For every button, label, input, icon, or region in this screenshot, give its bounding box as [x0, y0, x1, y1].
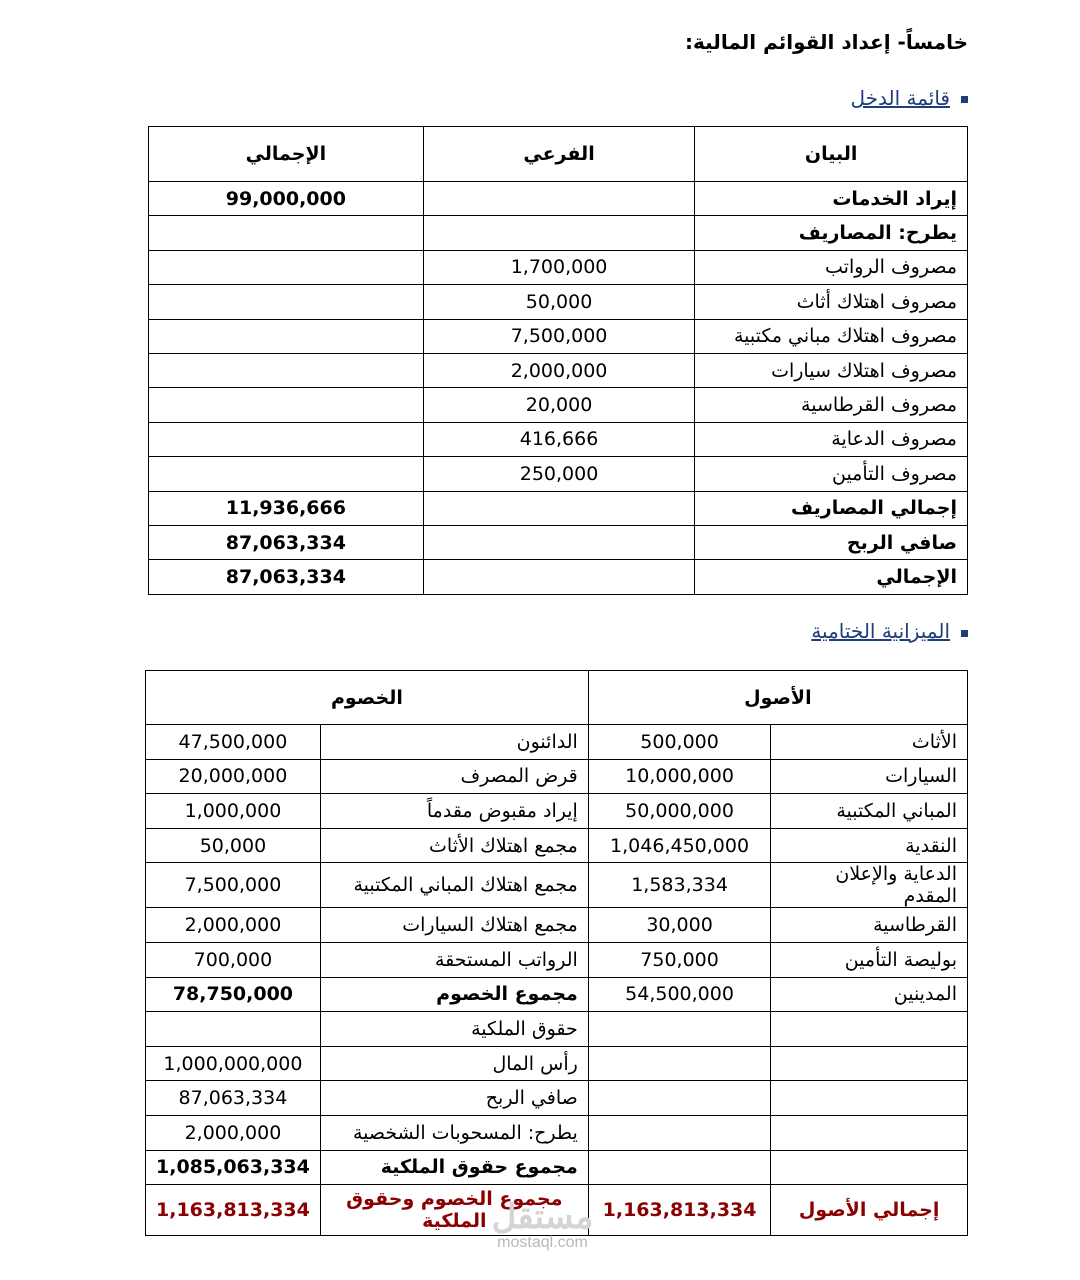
liability-label: مجمع اهتلاك المباني المكتبية [320, 863, 588, 908]
income-row [149, 250, 968, 284]
liability-value: 87,063,334 [146, 1081, 321, 1116]
liability-label: حقوق الملكية [320, 1012, 588, 1047]
liability-label: الدائنون [320, 725, 588, 760]
income-row-label: مصروف التأمين [695, 457, 968, 491]
total-liabilities-equity-value: 1,163,813,334 [146, 1185, 321, 1236]
income-row-total [149, 457, 424, 491]
income-row-total: 87,063,334 [149, 525, 424, 559]
bullet-icon [961, 630, 968, 637]
income-row-label: مصروف الرواتب [695, 250, 968, 284]
liability-label: مجموع حقوق الملكية [320, 1150, 588, 1185]
income-row-sub: 7,500,000 [423, 319, 695, 353]
income-row [149, 525, 968, 559]
asset-value [588, 1012, 771, 1047]
income-row-sub: 20,000 [423, 388, 695, 422]
income-row [149, 422, 968, 456]
asset-value: 10,000,000 [588, 759, 771, 794]
income-row-sub: 250,000 [423, 457, 695, 491]
liability-label: يطرح: المسحوبات الشخصية [320, 1115, 588, 1150]
asset-label: المباني المكتبية [771, 794, 968, 829]
balance-row [146, 908, 968, 943]
balance-row [146, 977, 968, 1012]
income-row-total [149, 422, 424, 456]
liability-value: 1,085,063,334 [146, 1150, 321, 1185]
income-row [149, 560, 968, 594]
income-row-total [149, 250, 424, 284]
header-liabilities: الخصوم [146, 671, 589, 725]
asset-label: القرطاسية [771, 908, 968, 943]
liability-value: 78,750,000 [146, 977, 321, 1012]
liability-label: الرواتب المستحقة [320, 942, 588, 977]
liability-value [146, 1012, 321, 1047]
liability-value: 50,000 [146, 828, 321, 863]
total-assets-value: 1,163,813,334 [588, 1185, 771, 1236]
balance-row [146, 1115, 968, 1150]
income-row-total [149, 216, 424, 250]
income-row [149, 457, 968, 491]
income-row [149, 319, 968, 353]
balance-row [146, 1012, 968, 1047]
asset-label: المدينين [771, 977, 968, 1012]
income-row-label: مصروف القرطاسية [695, 388, 968, 422]
income-row-sub [423, 560, 695, 594]
balance-row [146, 1081, 968, 1116]
balance-row [146, 863, 968, 908]
income-row-label: مصروف اهتلاك أثاث [695, 285, 968, 319]
asset-label [771, 1012, 968, 1047]
income-header-row [149, 127, 968, 182]
income-row-sub: 1,700,000 [423, 250, 695, 284]
asset-label: بوليصة التأمين [771, 942, 968, 977]
liability-label: صافي الربح [320, 1081, 588, 1116]
balance-header-row [146, 671, 968, 725]
asset-label [771, 1046, 968, 1081]
income-row-sub: 416,666 [423, 422, 695, 456]
balance-row [146, 1046, 968, 1081]
asset-label: الدعاية والإعلان المقدم [771, 863, 968, 908]
asset-label: السيارات [771, 759, 968, 794]
balance-row [146, 759, 968, 794]
asset-value: 1,583,334 [588, 863, 771, 908]
liability-label: مجمع اهتلاك السيارات [320, 908, 588, 943]
liability-label: رأس المال [320, 1046, 588, 1081]
balance-sheet-heading: الميزانية الختامية [811, 619, 950, 643]
liability-value: 1,000,000,000 [146, 1046, 321, 1081]
income-row-label: إجمالي المصاريف [695, 491, 968, 525]
income-row-total [149, 319, 424, 353]
income-row [149, 216, 968, 250]
asset-value: 54,500,000 [588, 977, 771, 1012]
income-row-sub [423, 525, 695, 559]
bullet-icon [961, 96, 968, 103]
income-row-label: صافي الربح [695, 525, 968, 559]
income-row-sub [423, 216, 695, 250]
income-statement-heading: قائمة الدخل [850, 86, 950, 110]
balance-row [146, 794, 968, 829]
balance-row [146, 1150, 968, 1185]
income-row [149, 182, 968, 216]
total-liabilities-equity-label: مجموع الخصوم وحقوق الملكية [320, 1185, 588, 1236]
income-row-label: إيراد الخدمات [695, 182, 968, 216]
asset-value [588, 1081, 771, 1116]
liability-value: 2,000,000 [146, 1115, 321, 1150]
asset-label [771, 1081, 968, 1116]
income-row [149, 491, 968, 525]
income-row-sub [423, 182, 695, 216]
balance-row [146, 942, 968, 977]
income-row-total [149, 353, 424, 387]
watermark-url: mostaql.com [497, 1234, 588, 1251]
liability-value: 2,000,000 [146, 908, 321, 943]
income-row [149, 353, 968, 387]
income-row-total: 87,063,334 [149, 560, 424, 594]
asset-value: 750,000 [588, 942, 771, 977]
asset-value [588, 1115, 771, 1150]
income-row-sub [423, 491, 695, 525]
asset-value [588, 1046, 771, 1081]
asset-value: 50,000,000 [588, 794, 771, 829]
income-row-label: مصروف الدعاية [695, 422, 968, 456]
asset-label: النقدية [771, 828, 968, 863]
income-row [149, 388, 968, 422]
income-row-total [149, 285, 424, 319]
balance-sheet-table [145, 670, 968, 1236]
asset-label: الأثاث [771, 725, 968, 760]
liability-value: 700,000 [146, 942, 321, 977]
header-sub: الفرعي [423, 127, 695, 182]
total-assets-label: إجمالي الأصول [771, 1185, 968, 1236]
liability-label: قرض المصرف [320, 759, 588, 794]
asset-label [771, 1115, 968, 1150]
income-row-label: مصروف اهتلاك مباني مكتبية [695, 319, 968, 353]
balance-row [146, 828, 968, 863]
income-row-sub: 50,000 [423, 285, 695, 319]
asset-value: 30,000 [588, 908, 771, 943]
page-title: خامساً- إعداد القوائم المالية: [685, 30, 968, 54]
balance-row [146, 725, 968, 760]
header-description: البيان [695, 127, 968, 182]
income-statement-table [148, 126, 968, 595]
income-row-label: مصروف اهتلاك سيارات [695, 353, 968, 387]
liability-value: 20,000,000 [146, 759, 321, 794]
liability-label: مجمع اهتلاك الأثاث [320, 828, 588, 863]
asset-value [588, 1150, 771, 1185]
asset-value: 500,000 [588, 725, 771, 760]
income-row-label: يطرح: المصاريف [695, 216, 968, 250]
asset-label [771, 1150, 968, 1185]
header-total: الإجمالي [149, 127, 424, 182]
liability-value: 47,500,000 [146, 725, 321, 760]
watermark [475, 1200, 610, 1252]
header-assets: الأصول [588, 671, 967, 725]
liability-value: 1,000,000 [146, 794, 321, 829]
liability-label: مجموع الخصوم [320, 977, 588, 1012]
income-row-total: 99,000,000 [149, 182, 424, 216]
liability-label: إيراد مقبوض مقدماً [320, 794, 588, 829]
income-row-label: الإجمالي [695, 560, 968, 594]
income-row [149, 285, 968, 319]
liability-value: 7,500,000 [146, 863, 321, 908]
watermark-logo: مستقل [491, 1198, 594, 1236]
income-row-total [149, 388, 424, 422]
asset-value: 1,046,450,000 [588, 828, 771, 863]
income-row-total: 11,936,666 [149, 491, 424, 525]
income-row-sub: 2,000,000 [423, 353, 695, 387]
